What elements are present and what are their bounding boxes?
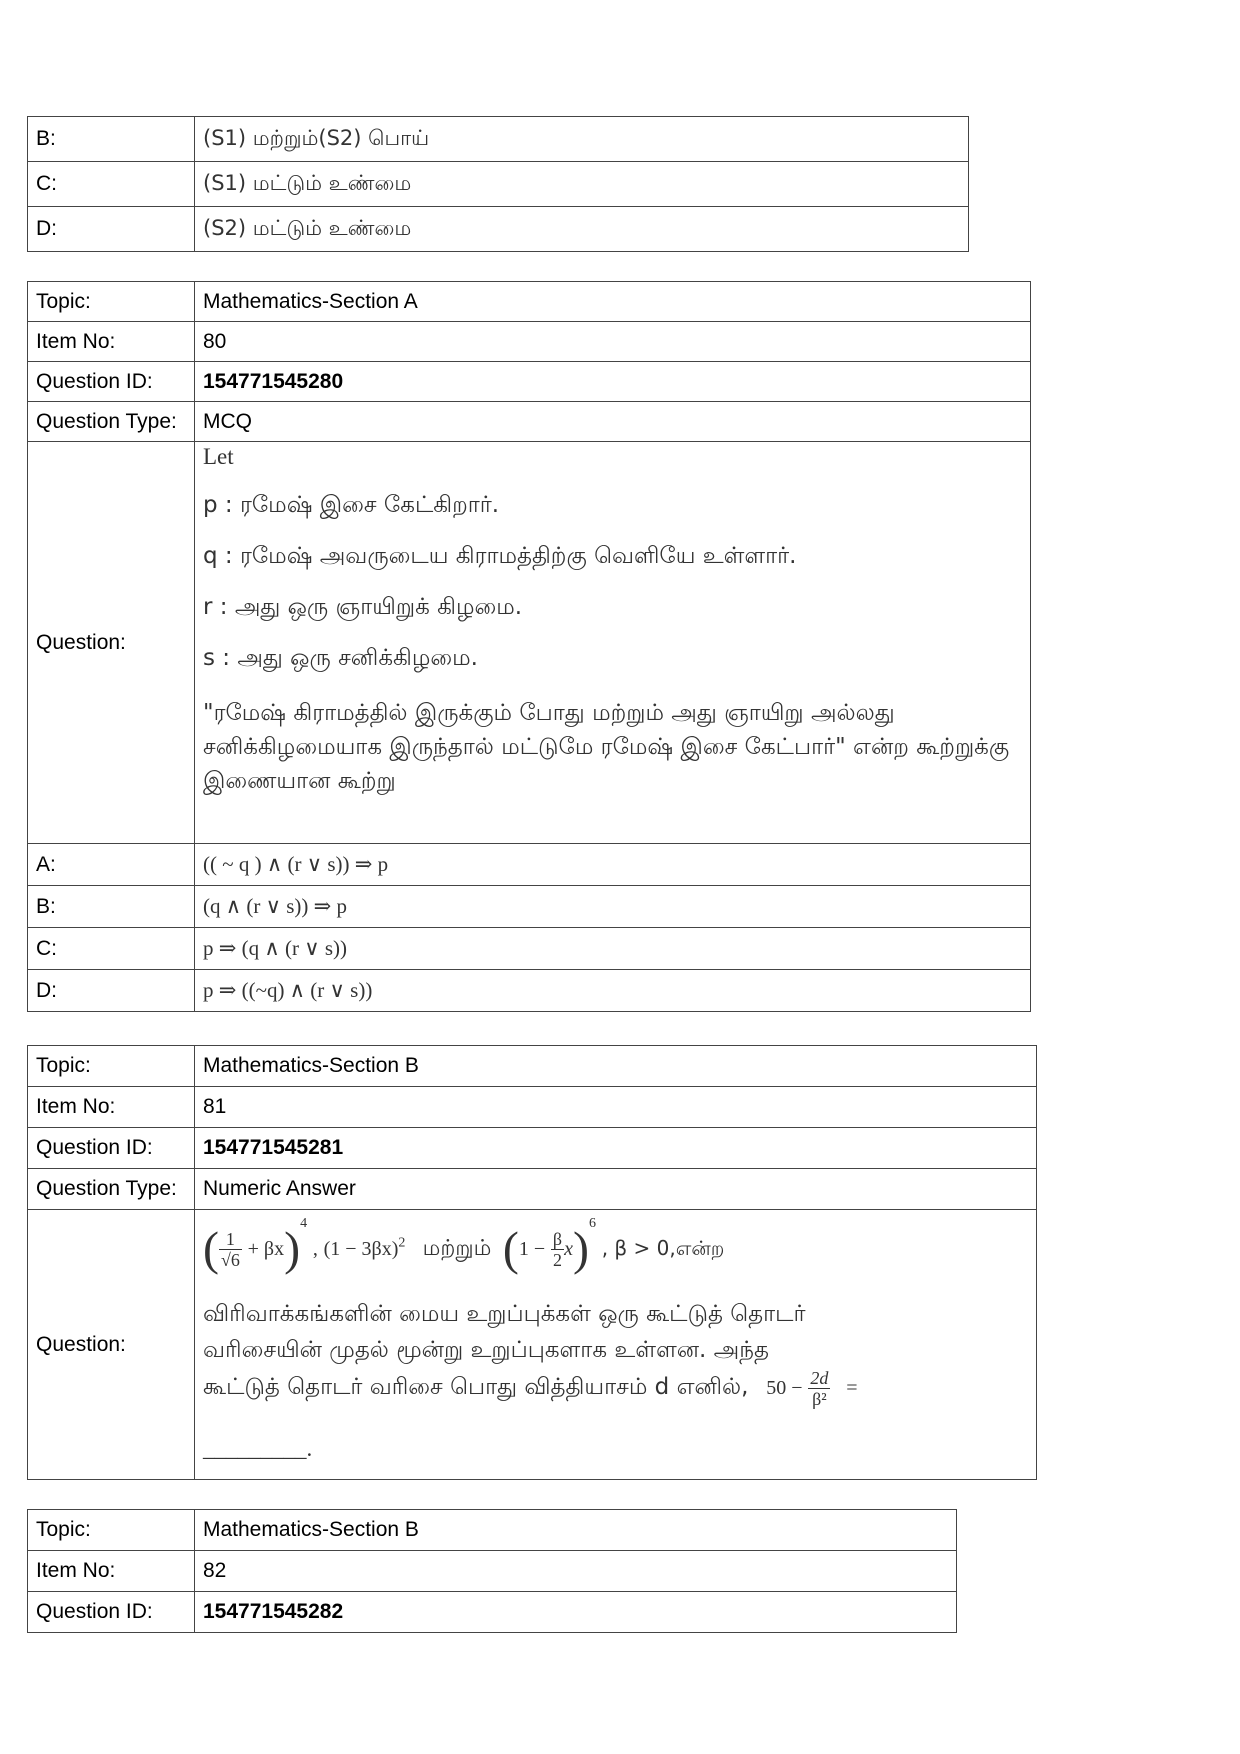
question-row xyxy=(28,1210,1037,1480)
item-no-value: 81 xyxy=(195,1087,1037,1128)
question-text-line-3-text: கூட்டுத் தொடர் வரிசை பொது வித்தியாசம் d எனில், xyxy=(203,1374,749,1400)
topic-row xyxy=(28,1510,957,1551)
option-value: (S2) மட்டும் உண்மை xyxy=(195,207,969,252)
option-key: B: xyxy=(28,117,195,162)
topic-row xyxy=(28,1046,1037,1087)
option-row-a xyxy=(28,844,1031,886)
and-word: மற்றும் xyxy=(422,1236,492,1261)
question-line-p: p : ரமேஷ் இசை கேட்கிறார். xyxy=(203,492,500,518)
fraction-2d-over-beta2: $\frac{2d}{\text{β²}}$ xyxy=(810,1368,829,1409)
question-line-r: r : அது ஒரு ஞாயிறுக் கிழமை. xyxy=(203,594,523,620)
topic-label: Topic: xyxy=(28,1510,195,1551)
item-no-value: 82 xyxy=(195,1551,957,1592)
option-key: A: xyxy=(28,844,195,886)
expression-prefix: 50 − xyxy=(766,1377,803,1399)
item-no-label: Item No: xyxy=(28,1087,195,1128)
equals-sign: = xyxy=(846,1377,858,1399)
question-id-row xyxy=(28,362,1031,402)
item-no-value: 80 xyxy=(195,322,1031,362)
question-body xyxy=(195,442,1031,844)
option-value: p ⇒ ((~q) ∧ (r ∨ s)) xyxy=(195,970,1031,1012)
option-value: (S1) மற்றும்(S2) பொய் xyxy=(195,117,969,162)
option-value: (q ∧ (r ∨ s)) ⇒ p xyxy=(195,886,1031,928)
topic-value: Mathematics-Section B xyxy=(195,1046,1037,1087)
question-type-value: MCQ xyxy=(195,402,1031,442)
question-text-line-1: விரிவாக்கங்களின் மைய உறுப்புக்கள் ஒரு கூட்டுத் தொடர் xyxy=(203,1301,806,1327)
question-label: Question: xyxy=(28,442,195,844)
question-label: Question: xyxy=(28,1210,195,1480)
question-id-value: 154771545280 xyxy=(195,362,1031,402)
item-no-label: Item No: xyxy=(28,1551,195,1592)
question-table-item-80 xyxy=(27,281,1031,1012)
one-minus: 1 − xyxy=(518,1238,546,1260)
question-id-label: Question ID: xyxy=(28,1128,195,1169)
expansion-expressions xyxy=(203,1216,1028,1290)
question-row xyxy=(28,442,1031,844)
question-line-let: Let xyxy=(203,444,234,469)
item-no-label: Item No: xyxy=(28,322,195,362)
topic-row xyxy=(28,282,1031,322)
power-2: 2 xyxy=(398,1235,406,1251)
power-4: 4 xyxy=(300,1216,308,1231)
option-row-c xyxy=(28,162,969,207)
option-row-b xyxy=(28,886,1031,928)
question-table-item-82 xyxy=(27,1509,957,1633)
fraction-1-over-sqrt6: $\frac{1}{√6}$ xyxy=(220,1229,240,1271)
question-line-q: q : ரமேஷ் அவருடைய கிராமத்திற்கு வெளியே உள்ளார். xyxy=(203,543,797,569)
option-row-b xyxy=(28,117,969,162)
question-type-label: Question Type: xyxy=(28,402,195,442)
option-row-c xyxy=(28,928,1031,970)
option-value: (S1) மட்டும் உண்மை xyxy=(195,162,969,207)
option-value: (( ~ q ) ∧ (r ∨ s)) ⇒ p xyxy=(195,844,1031,886)
question-body xyxy=(195,1210,1037,1480)
item-no-row xyxy=(28,322,1031,362)
topic-label: Topic: xyxy=(28,1046,195,1087)
question-table-item-81 xyxy=(27,1045,1037,1480)
question-id-value: 154771545282 xyxy=(195,1592,957,1633)
option-key: C: xyxy=(28,162,195,207)
comma: , xyxy=(312,1238,318,1260)
question-line-s: s : அது ஒரு சனிக்கிழமை. xyxy=(203,645,478,671)
answer-blank: _________. xyxy=(203,1436,313,1461)
fraction-beta-over-2: $\frac{\beta}{2}$ xyxy=(552,1229,563,1271)
power-6: 6 xyxy=(588,1216,596,1231)
question-type-row xyxy=(28,1169,1037,1210)
plus-beta-x: + βx xyxy=(247,1238,285,1260)
question-id-row xyxy=(28,1592,957,1633)
left-paren: ( xyxy=(203,1222,219,1276)
option-key: C: xyxy=(28,928,195,970)
option-key: D: xyxy=(28,207,195,252)
option-row-d xyxy=(28,970,1031,1012)
topic-value: Mathematics-Section A xyxy=(195,282,1031,322)
question-statement: "ரமேஷ் கிராமத்தில் இருக்கும் போது மற்றும் அது ஞாயிறு அல்லது சனிக்கிழமையாக இருந்தால் மட்டுமே ரமேஷ் இசை கேட்பார்" என்ற கூற்றுக்கு இணையான கூற்று xyxy=(203,700,1010,794)
condition: , β > 0,என்ற xyxy=(601,1236,725,1260)
right-paren: ) xyxy=(572,1222,589,1276)
item-no-row xyxy=(28,1551,957,1592)
option-row-d xyxy=(28,207,969,252)
left-paren: ( xyxy=(502,1222,519,1276)
question-text-line-3 xyxy=(203,1368,1028,1426)
prev-question-options-table xyxy=(27,116,969,252)
question-type-label: Question Type: xyxy=(28,1169,195,1210)
right-paren: ) xyxy=(284,1222,301,1276)
question-id-row xyxy=(28,1128,1037,1169)
option-key: B: xyxy=(28,886,195,928)
question-text-line-2: வரிசையின் முதல் மூன்று உறுப்புகளாக உள்ளன. அந்த xyxy=(203,1337,769,1363)
question-id-label: Question ID: xyxy=(28,362,195,402)
topic-value: Mathematics-Section B xyxy=(195,1510,957,1551)
item-no-row xyxy=(28,1087,1037,1128)
topic-label: Topic: xyxy=(28,282,195,322)
question-id-label: Question ID: xyxy=(28,1592,195,1633)
option-value: p ⇒ (q ∧ (r ∨ s)) xyxy=(195,928,1031,970)
question-type-row xyxy=(28,402,1031,442)
question-type-value: Numeric Answer xyxy=(195,1169,1037,1210)
second-expression: (1 − 3βx) xyxy=(323,1238,399,1260)
variable-x: x xyxy=(564,1238,573,1260)
option-key: D: xyxy=(28,970,195,1012)
question-id-value: 154771545281 xyxy=(195,1128,1037,1169)
